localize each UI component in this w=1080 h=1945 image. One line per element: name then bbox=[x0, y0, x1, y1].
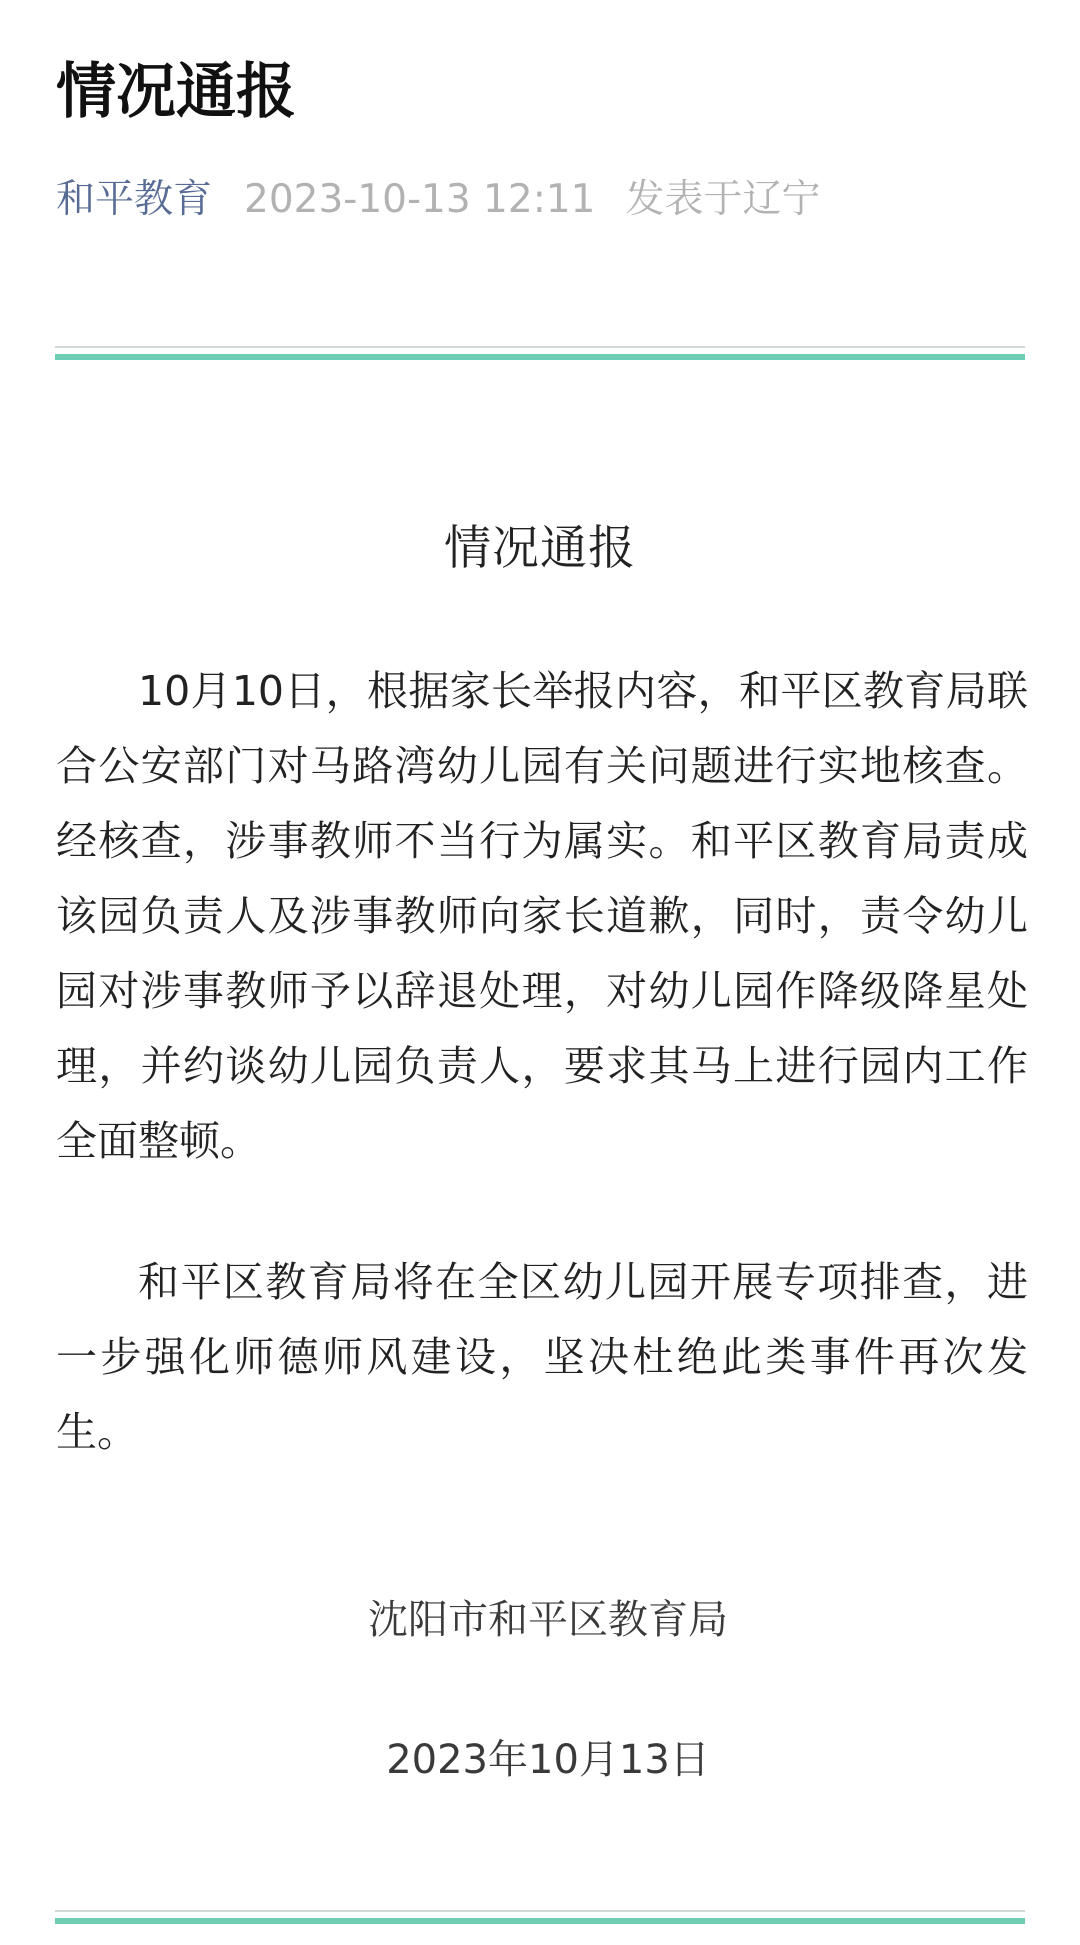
bottom-divider bbox=[55, 1910, 1025, 1924]
article-meta bbox=[56, 170, 820, 230]
publish-time: 2023-10-13 12:11 bbox=[244, 177, 596, 222]
publish-location: 发表于辽宁 bbox=[625, 177, 821, 222]
top-divider bbox=[55, 346, 1025, 360]
body-paragraph: 10月10日，根据家长举报内容，和平区教育局联合公安部门对马路湾幼儿园有关问题进行实地核查。经核查，涉事教师不当行为属实。和平区教育局责成该园负责人及涉事教师向家长道歉，同时，责令幼儿园对涉事教师予以辞退处理，对幼儿园作降级降星处理，并约谈幼儿园负责人，要求其马上进行园内工作全面整顿。 bbox=[56, 667, 1028, 1165]
article-title: 情况通报 bbox=[56, 57, 296, 127]
body-paragraph: 和平区教育局将在全区幼儿园开展专项排查，进一步强化师德师风建设，坚决杜绝此类事件再次发生。 bbox=[56, 1258, 1028, 1456]
signature-organization: 沈阳市和平区教育局 bbox=[368, 1597, 728, 1643]
signature-date: 2023年10月13日 bbox=[386, 1737, 710, 1783]
document-title: 情况通报 bbox=[444, 521, 636, 576]
author-link[interactable]: 和平教育 bbox=[56, 177, 213, 222]
